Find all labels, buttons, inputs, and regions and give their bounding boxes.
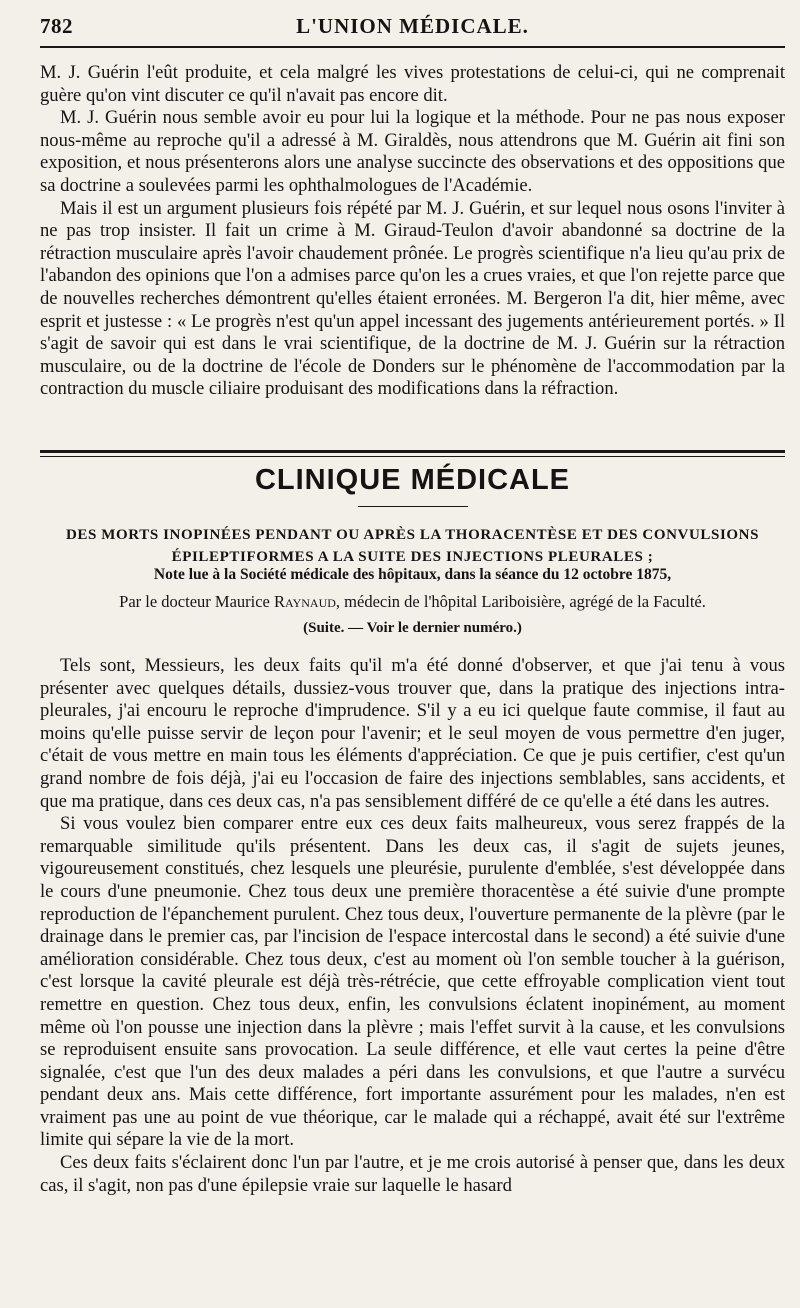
paragraph: Ces deux faits s'éclairent donc l'un par l'autre, et je me crois autorisé à penser que, dans les deux cas, il s'agit, non pas d'une épilepsie vraie sur laquelle le hasard xyxy=(40,1152,785,1196)
section-title: CLINIQUE MÉDICALE xyxy=(254,464,571,496)
paragraph: Si vous voulez bien comparer entre eux ces deux faits malheureux, vous serez frappés de la remarquable similitude qu'ils présentent. Dans les deux cas, il s'agit de sujets jeunes, vigoureusement constitués, chez lesquels une pleurésie, purulente d'emblée, s'est développée dans le cours d'une pneumonie. Chez tous deux une première thoracentèse a été suivie d'une prompte reproduction de l'épanchement purulent. Chez tous deux, l'ouverture permanente de la plèvre (par le drainage dans le premier cas, par l'incision de l'espace intercostal dans le second) a été suivie d'une amélioration considérable. Chez tous deux, c'est au moment où l'on semble toucher à la guérison, c'est lorsque la cavité pleurale est déjà très-rétrécie, que cette effroyable complication vient tout remettre en question. Chez tous deux, enfin, les convulsions éclatent inopinément, au moment même où l'on pousse une injection dans la plèvre ; mais l'effet survit à la cause, et les convulsions se reproduisent ensuite sans provocation. La seule différence, et elle vaut certes la peine d'être signalée, c'est que l'un des deux malades a péri dans les convulsions, et que l'autre a survécu pendant deux ans. Mais cette différence, fort importante assurément pour les malades, n'en est vraiment pas une au point de vue théorique, car le malade qui a réchappé, avait été sur l'extrême limite qui sépare la vie de la mort. xyxy=(40,813,785,1151)
paragraph: Mais il est un argument plusieurs fois répété par M. J. Guérin, et sur lequel nous osons l'inviter à ne pas trop insister. Il fait un crime à M. Giraud-Teulon d'avoir abandonné sa doctrine de la rétraction musculaire après l'avoir chaudement prônée. Le progrès scientifique n'a lieu qu'au prix de l'abandon des opinions que l'on a admises parce qu'on les a crues vraies, et que l'on rejette parce que de nouvelles recherches démontrent qu'elles étaient erronées. M. Bergeron l'a dit, hier même, avec esprit et justesse : « Le progrès n'est qu'un appel incessant des jugements antérieurement portés. » Il s'agit de savoir qui est dans le vrai scientifique, de la doctrine de M. J. Guérin sur la rétraction musculaire, ou de la doctrine de l'école de Donders sur le phénomène de l'accommodation par la contraction du muscle ciliaire produisant des modifications dans la réfraction. xyxy=(40,197,786,400)
section-divider-thick xyxy=(40,450,785,453)
article-title-line: ÉPILEPTIFORMES A LA SUITE DES INJECTIONS PLEURALES ; xyxy=(171,549,654,565)
article-title xyxy=(40,524,785,568)
paragraph: Tels sont, Messieurs, les deux faits qu'il m'a été donné d'observer, et que j'ai tenu à vous présenter avec quelques détails, dussiez-vous trouver que, dans la pratique des injections intra-pleurales, j'ai encouru le reproche d'imprudence. S'il y a eu ici quelque faute commise, il faut au moins qu'elle puisse servir de leçon pour l'avenir; et le seul moyen de vous permettre d'en juger, c'était de vous mettre en main tous les éléments d'appréciation. Ce que je puis certifier, c'est qu'un grand nombre de fois déjà, j'ai eu l'occasion de faire des injections semblables, sans accidents, et que ma pratique, dans ces deux cas, n'a pas sensiblement différé de ce qu'elle a été dans les autres. xyxy=(40,655,785,812)
continuation-note: (Suite. — Voir le dernier numéro.) xyxy=(303,620,522,636)
paragraph: M. J. Guérin nous semble avoir eu pour lui la logique et la méthode. Pour ne pas nous exposer nous-même au reproche qu'il a adressé à M. Giraldès, nous attendrons que M. Guérin ait fini son exposition, et nous présenterons alors une analyse succincte des observations et des oppositions que sa doctrine a soulevées parmi les ophthalmologues de l'Académie. xyxy=(40,107,785,196)
running-title: L'UNION MÉDICALE. xyxy=(296,14,529,38)
article-note: Note lue à la Société médicale des hôpitaux, dans la séance du 12 octobre 1875, xyxy=(153,566,672,583)
article-body xyxy=(40,655,785,1197)
header-rule xyxy=(40,46,785,48)
paragraph: M. J. Guérin l'eût produite, et cela malgré les vives protestations de celui-ci, qui ne comprenait guère qu'on vint discuter ce qu'il n'avait pas encore dit. xyxy=(40,62,785,106)
title-underline xyxy=(358,506,468,507)
article-author xyxy=(40,592,785,612)
author-name: Raynaud xyxy=(274,592,336,611)
section-divider-thin xyxy=(40,456,785,457)
page-header xyxy=(40,14,785,44)
author-suffix: , médecin de l'hôpital Lariboisière, agrégé de la Faculté. xyxy=(335,592,706,611)
page-number: 782 xyxy=(40,14,73,38)
author-prefix: Par le docteur Maurice xyxy=(119,592,274,611)
article-title-line: DES MORTS INOPINÉES PENDANT OU APRÈS LA THORACENTÈSE ET DES CONVULSIONS xyxy=(65,527,760,543)
intro-text-block xyxy=(40,62,785,401)
